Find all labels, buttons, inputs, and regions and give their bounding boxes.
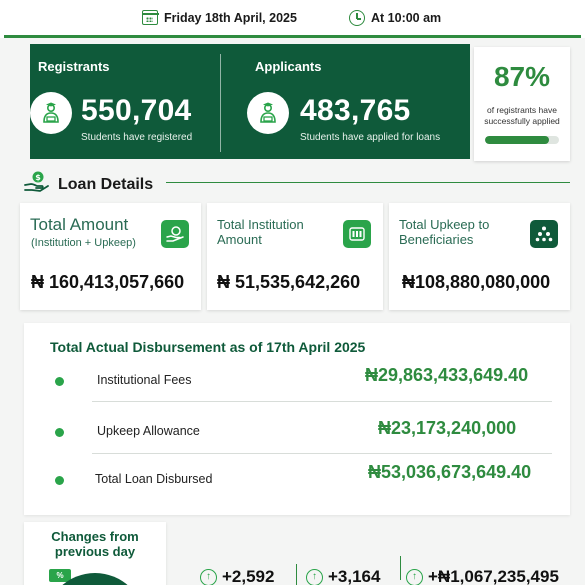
arrow-up-icon: ↑ [406, 569, 423, 585]
change-registrants-value: +2,592 [222, 567, 275, 585]
total-institution-title: Total Institution Amount [217, 217, 304, 247]
cash-hand-icon [161, 220, 189, 248]
total-amount-value: ₦ 160,413,057,660 [31, 272, 185, 292]
disbursement-title: Total Actual Disbursement as of 17th April 2025 [50, 339, 366, 355]
arrow-up-icon: ↑ [200, 569, 217, 585]
disbursement-panel [24, 323, 570, 515]
stats-divider [220, 54, 221, 152]
total-institution-card [207, 203, 383, 310]
total-amount-subtitle: (Institution + Upkeep) [31, 237, 136, 249]
svg-text:$: $ [35, 173, 41, 182]
date-text: Friday 18th April, 2025 [164, 10, 297, 25]
applicants-count: 483,765 [300, 94, 411, 127]
total-loan-disbursed-value: ₦53,036,673,649.40 [368, 462, 532, 482]
stats-banner [30, 44, 470, 159]
loan-details-heading [24, 170, 153, 199]
registrants-caption: Students have registered [81, 132, 193, 143]
date-display [142, 10, 297, 25]
change-applicants [306, 567, 380, 585]
institutional-fees-value: ₦29,863,433,649.40 [365, 365, 529, 385]
calendar-icon [142, 10, 158, 25]
change-applicants-value: +3,164 [328, 567, 381, 585]
registrants-label: Registrants [38, 59, 110, 74]
row-divider [92, 401, 552, 402]
application-rate-value: 87% [493, 61, 551, 92]
institution-icon [343, 220, 371, 248]
registrants-count: 550,704 [81, 94, 192, 127]
loan-details-rule [166, 182, 570, 183]
beneficiaries-icon [530, 220, 558, 248]
money-hand-icon [24, 170, 50, 199]
application-rate-card [474, 47, 570, 161]
institutional-fees-label: Institutional Fees [97, 373, 192, 387]
change-divider [400, 556, 401, 580]
header-divider [4, 35, 581, 38]
total-institution-value: ₦ 51,535,642,260 [217, 272, 361, 292]
date-time-bar [0, 0, 585, 38]
total-upkeep-value: ₦108,880,080,000 [402, 272, 551, 292]
bullet-dot [55, 377, 64, 386]
application-rate-bar [485, 136, 559, 144]
time-text: At 10:00 am [371, 11, 442, 25]
row-divider [92, 453, 552, 454]
application-rate-caption: of registrants have successfully applied [484, 105, 560, 126]
total-amount-title: Total Amount [30, 215, 129, 234]
total-upkeep-title: Total Upkeep to Beneficiaries [399, 217, 490, 247]
change-amount-value: +₦1,067,235,495 [428, 567, 559, 585]
upkeep-allowance-value: ₦23,173,240,000 [378, 418, 517, 438]
total-amount-card [20, 203, 201, 310]
application-rate-bar-fill [485, 136, 549, 144]
clock-icon [349, 10, 365, 26]
total-upkeep-card [389, 203, 570, 310]
graduate-icon [30, 92, 72, 134]
changes-title: Changes from previous day [51, 529, 139, 559]
percent-badge: % [49, 569, 71, 582]
change-amount [406, 567, 559, 585]
applicant-icon [247, 92, 289, 134]
change-divider [296, 564, 297, 585]
bullet-dot [55, 476, 64, 485]
total-loan-disbursed-label: Total Loan Disbursed [95, 472, 213, 486]
applicants-label: Applicants [255, 59, 322, 74]
change-registrants [200, 567, 274, 585]
bullet-dot [55, 428, 64, 437]
loan-details-title: Loan Details [58, 175, 154, 193]
time-display [349, 10, 441, 26]
arrow-up-icon: ↑ [306, 569, 323, 585]
upkeep-allowance-label: Upkeep Allowance [97, 424, 200, 438]
applicants-caption: Students have applied for loans [300, 132, 441, 143]
